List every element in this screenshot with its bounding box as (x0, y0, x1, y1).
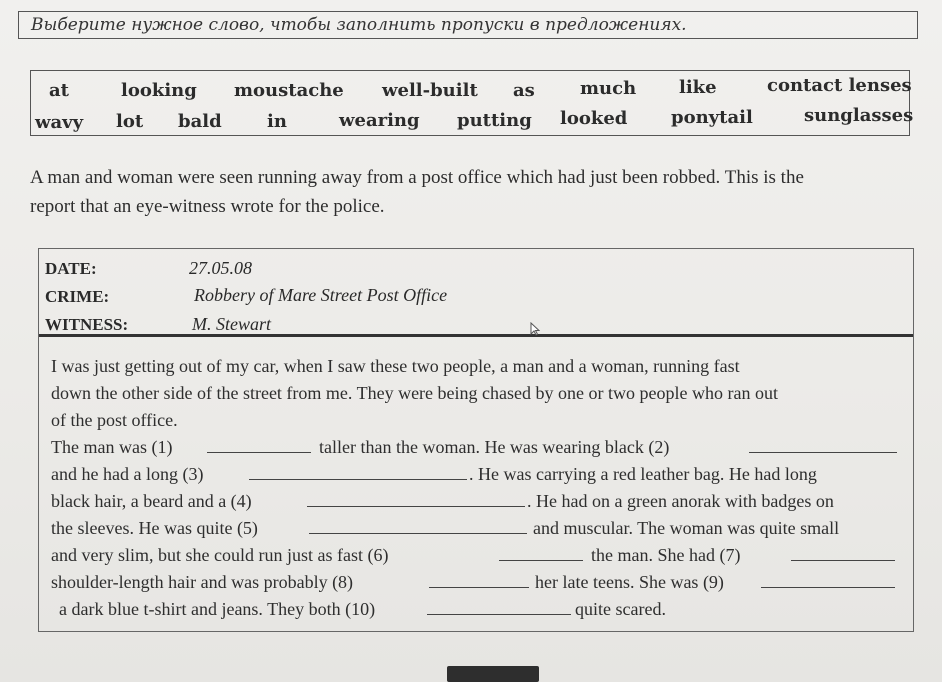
report-line (51, 434, 901, 461)
word-box (30, 70, 914, 136)
report-line: down the other side of the street from me. They were being chased by one or two people who ran out (51, 383, 778, 403)
date-value: 27.05.08 (189, 258, 252, 278)
word-wavy: wavy (35, 112, 84, 133)
sentence-part: . He had on a green anorak with badges on (527, 491, 834, 511)
word-putting: putting (457, 110, 532, 131)
word-wearing: wearing (339, 110, 420, 131)
crime-value: Robbery of Mare Street Post Office (194, 285, 448, 305)
word-as: as (513, 80, 535, 101)
sentence-part: a dark blue t-shirt and jeans. They both (10) (59, 599, 376, 619)
crime-label: CRIME: (45, 287, 110, 306)
gap-8[interactable] (429, 569, 529, 588)
task-instruction: Выберите нужное слово, чтобы заполнить пропуски в предложениях. (18, 11, 918, 39)
header-divider (39, 334, 913, 337)
sentence-part: taller than the woman. He was wearing black (2) (319, 437, 670, 457)
witness-label: WITNESS: (45, 315, 129, 334)
word-bald: bald (178, 111, 222, 132)
gap-1[interactable] (207, 434, 311, 453)
word-lot: lot (116, 111, 144, 132)
word-moustache: moustache (234, 80, 344, 101)
sentence-part: the man. She had (7) (591, 545, 741, 565)
word-sunglasses: sunglasses (804, 105, 914, 126)
gap-3[interactable] (249, 461, 467, 480)
intro-text (30, 163, 910, 221)
word-in: in (267, 111, 287, 132)
gap-5[interactable] (309, 515, 527, 534)
report-line (51, 461, 901, 488)
sentence-part: and he had a long (3) (51, 464, 204, 484)
word-looking: looking (121, 80, 197, 101)
sentence-part: . He was carrying a red leather bag. He had long (469, 464, 817, 484)
report-line (51, 515, 901, 542)
gap-6[interactable] (499, 542, 583, 561)
sentence-part: black hair, a beard and a (4) (51, 491, 252, 511)
sentence-part: and muscular. The woman was quite small (533, 518, 840, 538)
mouse-pointer-icon (530, 322, 540, 336)
gap-7[interactable] (791, 542, 895, 561)
report-line: I was just getting out of my car, when I saw these two people, a man and a woman, running fast (51, 356, 740, 376)
witness-value: M. Stewart (192, 314, 271, 334)
gap-10[interactable] (427, 596, 571, 615)
word-much: much (580, 78, 637, 99)
report-line (51, 596, 901, 623)
report-text (51, 353, 901, 623)
word-looked: looked (560, 108, 628, 129)
intro-line: A man and woman were seen running away from a post office which had just been robbed. This is the (30, 167, 804, 188)
report-line: of the post office. (51, 410, 178, 430)
gap-4[interactable] (307, 488, 525, 507)
report-line (51, 569, 901, 596)
sentence-part: shoulder-length hair and was probably (8) (51, 572, 354, 592)
date-label: DATE: (45, 259, 97, 278)
sentence-part: The man was (1) (51, 437, 173, 457)
report-line (51, 488, 901, 515)
bottom-button[interactable] (447, 666, 539, 682)
word-well-built: well-built (382, 80, 478, 101)
gap-9[interactable] (761, 569, 895, 588)
witness-report (38, 248, 914, 632)
intro-line: report that an eye-witness wrote for the police. (30, 196, 385, 217)
report-line (51, 542, 901, 569)
word-like: like (679, 77, 717, 98)
sentence-part: her late teens. She was (9) (535, 572, 724, 592)
word-contact-lenses: contact lenses (767, 75, 912, 96)
sentence-part: the sleeves. He was quite (5) (51, 518, 258, 538)
sentence-part: and very slim, but she could run just as fast (6) (51, 545, 389, 565)
word-at: at (49, 80, 69, 101)
word-ponytail: ponytail (671, 107, 753, 128)
gap-2[interactable] (749, 434, 897, 453)
sentence-part: quite scared. (575, 599, 666, 619)
